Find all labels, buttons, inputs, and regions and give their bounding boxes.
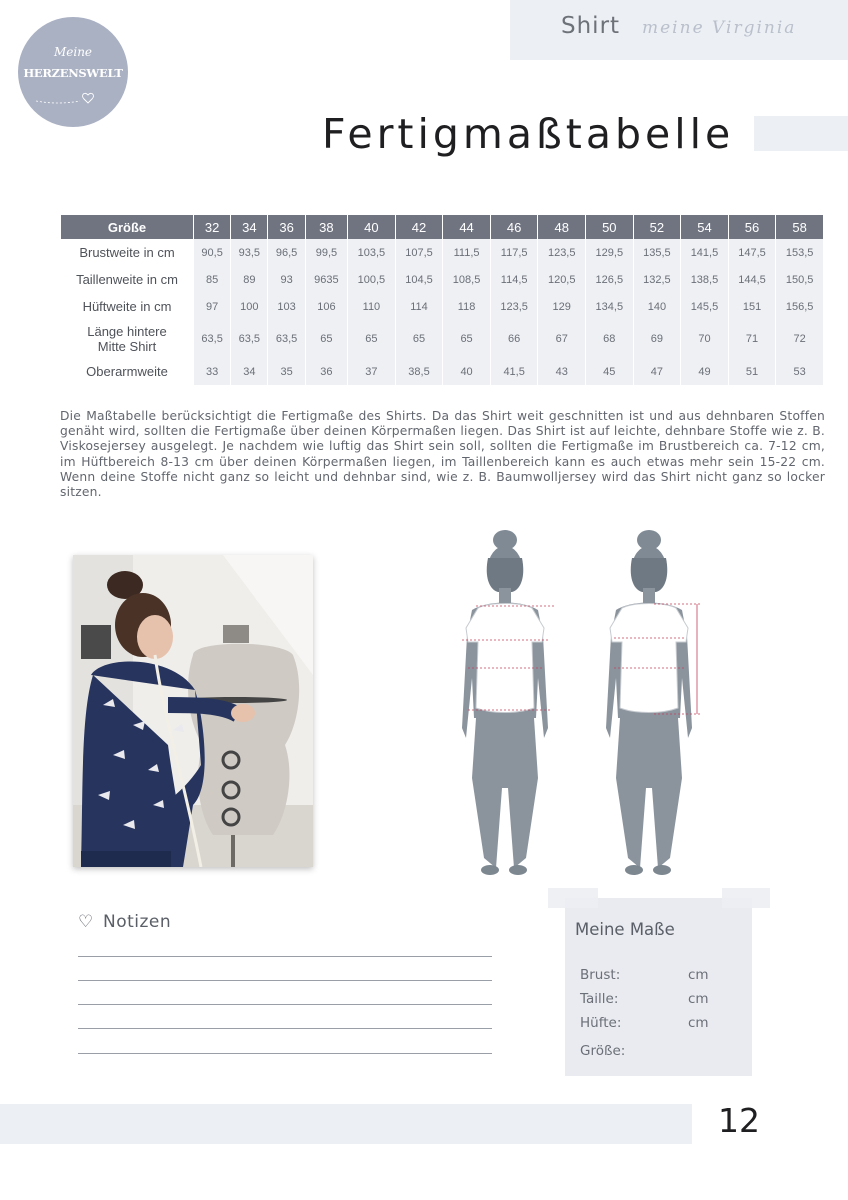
table-cell: 117,5	[491, 239, 538, 266]
table-cell: 93,5	[231, 239, 267, 266]
table-cell: 145,5	[681, 293, 728, 320]
size-header: 52	[634, 215, 681, 239]
table-cell: 51	[729, 358, 776, 385]
table-cell: 126,5	[586, 266, 633, 293]
table-cell: 156,5	[776, 293, 823, 320]
table-cell: 67	[538, 320, 585, 358]
note-line[interactable]	[78, 1004, 492, 1005]
table-cell: 129,5	[586, 239, 633, 266]
measure-label-brust: Brust:	[580, 967, 621, 983]
table-cell: 108,5	[443, 266, 490, 293]
logo-heart-icon	[18, 17, 128, 127]
title-band	[754, 116, 848, 151]
row-label: Taillenweite in cm	[61, 266, 193, 293]
measure-unit: cm	[688, 1015, 709, 1031]
table-cell: 120,5	[538, 266, 585, 293]
size-header: 54	[681, 215, 728, 239]
table-cell: 37	[348, 358, 395, 385]
table-cell: 41,5	[491, 358, 538, 385]
my-measures-title: Meine Maße	[575, 920, 675, 939]
table-cell: 134,5	[586, 293, 633, 320]
row-label: Hüftweite in cm	[61, 293, 193, 320]
size-header: 38	[306, 215, 347, 239]
table-row-brustweite	[61, 239, 823, 266]
table-cell: 147,5	[729, 239, 776, 266]
table-cell: 150,5	[776, 266, 823, 293]
tape-decoration	[722, 888, 770, 908]
row-label-line: Länge hintere	[87, 324, 167, 339]
table-cell: 49	[681, 358, 728, 385]
photo-illustration	[73, 555, 313, 867]
row-label-line: Mitte Shirt	[97, 339, 157, 354]
table-cell: 111,5	[443, 239, 490, 266]
table-cell: 43	[538, 358, 585, 385]
table-cell: 123,5	[491, 293, 538, 320]
table-cell: 65	[348, 320, 395, 358]
footer-band	[0, 1104, 692, 1144]
table-cell: 96,5	[268, 239, 304, 266]
size-header: 34	[231, 215, 267, 239]
note-line[interactable]	[78, 1053, 492, 1054]
row-label	[61, 320, 193, 358]
size-header-label: Größe	[61, 215, 193, 239]
table-cell: 63,5	[194, 320, 230, 358]
table-cell: 151	[729, 293, 776, 320]
size-header: 56	[729, 215, 776, 239]
table-cell: 70	[681, 320, 728, 358]
table-cell: 34	[231, 358, 267, 385]
table-cell: 141,5	[681, 239, 728, 266]
row-label: Brustweite in cm	[61, 239, 193, 266]
table-cell: 65	[306, 320, 347, 358]
size-header: 40	[348, 215, 395, 239]
note-line[interactable]	[78, 956, 492, 957]
table-cell: 114,5	[491, 266, 538, 293]
table-cell: 68	[586, 320, 633, 358]
table-cell: 66	[491, 320, 538, 358]
row-label: Oberarmweite	[61, 358, 193, 385]
size-header: 44	[443, 215, 490, 239]
size-header: 42	[396, 215, 443, 239]
table-cell: 144,5	[729, 266, 776, 293]
table-cell: 138,5	[681, 266, 728, 293]
page-title: Fertigmaßtabelle	[322, 110, 735, 158]
table-row-oberarmweite	[61, 358, 823, 385]
table-row-taillenweite	[61, 266, 823, 293]
tape-decoration	[548, 888, 598, 908]
table-cell: 63,5	[268, 320, 304, 358]
header-section-title: Shirt	[561, 13, 621, 39]
heart-icon: ♡	[78, 912, 94, 932]
measure-unit: cm	[688, 967, 709, 983]
photo-woman-at-dress-form	[73, 555, 313, 867]
table-cell: 103	[268, 293, 304, 320]
header-pattern-name: meine Virginia	[642, 18, 797, 38]
logo-text-herzenswelt: HERZENSWELT	[23, 66, 123, 80]
table-cell: 93	[268, 266, 304, 293]
table-cell: 97	[194, 293, 230, 320]
measure-unit: cm	[688, 991, 709, 1007]
size-header: 58	[776, 215, 823, 239]
table-cell: 106	[306, 293, 347, 320]
logo-text-meine: Meine	[53, 45, 93, 59]
brand-logo	[18, 17, 128, 127]
table-cell: 90,5	[194, 239, 230, 266]
table-cell: 33	[194, 358, 230, 385]
table-cell: 104,5	[396, 266, 443, 293]
table-cell: 47	[634, 358, 681, 385]
measure-label-groesse: Größe:	[580, 1043, 626, 1059]
table-cell: 40	[443, 358, 490, 385]
table-cell: 89	[231, 266, 267, 293]
size-header: 48	[538, 215, 585, 239]
table-cell: 69	[634, 320, 681, 358]
size-header: 50	[586, 215, 633, 239]
size-header: 36	[268, 215, 304, 239]
table-cell: 153,5	[776, 239, 823, 266]
table-cell: 100,5	[348, 266, 395, 293]
table-cell: 110	[348, 293, 395, 320]
table-cell: 38,5	[396, 358, 443, 385]
table-cell: 100	[231, 293, 267, 320]
size-header: 32	[194, 215, 230, 239]
table-cell: 129	[538, 293, 585, 320]
table-cell: 99,5	[306, 239, 347, 266]
table-cell: 71	[729, 320, 776, 358]
table-cell: 35	[268, 358, 304, 385]
figure-back-view	[594, 528, 706, 880]
page-number: 12	[718, 1101, 760, 1140]
size-table	[60, 215, 824, 385]
size-table-header-row	[61, 215, 823, 239]
table-cell: 132,5	[634, 266, 681, 293]
table-cell: 65	[443, 320, 490, 358]
table-cell: 85	[194, 266, 230, 293]
measure-label-taille: Taille:	[580, 991, 619, 1007]
note-line[interactable]	[78, 1028, 492, 1029]
table-cell: 107,5	[396, 239, 443, 266]
table-cell: 140	[634, 293, 681, 320]
table-row-hueftweite	[61, 293, 823, 320]
table-cell: 65	[396, 320, 443, 358]
table-cell: 123,5	[538, 239, 585, 266]
notes-label: Notizen	[103, 912, 172, 932]
table-cell: 103,5	[348, 239, 395, 266]
table-cell: 45	[586, 358, 633, 385]
description-text: Die Maßtabelle berücksichtigt die Fertigmaße des Shirts. Da das Shirt weit geschnitten ist und aus dehnbaren Stoffen genäht wird, sollten die Fertigmaße über deinen Körpermaßen liegen. Das Shirt ist auf leichte, dehnbare Stoffe wie z. B. Viskosejersey ausgelegt. Je nachdem wie luftig das Shirt sein soll, sollten die Fertigmaße im Brustbereich ca. 7-12 cm, im Hüftbereich 8-13 cm über deinen Körpermaßen liegen, im Taillenbereich kann es auch etwas mehr sein 15-22 cm. Wenn deine Stoffe nicht ganz so leicht und dehnbar sind, wie z. B. Baumwolljersey wird das Shirt nicht ganz so locker sitzen.	[60, 409, 825, 500]
table-cell: 63,5	[231, 320, 267, 358]
table-cell: 72	[776, 320, 823, 358]
table-cell: 36	[306, 358, 347, 385]
table-cell: 53	[776, 358, 823, 385]
table-cell: 135,5	[634, 239, 681, 266]
size-header: 46	[491, 215, 538, 239]
figure-front-view	[448, 528, 560, 880]
table-cell: 9635	[306, 266, 347, 293]
table-row-laenge	[61, 320, 823, 358]
measure-label-huefte: Hüfte:	[580, 1015, 622, 1031]
note-line[interactable]	[78, 980, 492, 981]
table-cell: 118	[443, 293, 490, 320]
table-cell: 114	[396, 293, 443, 320]
my-measures-card	[565, 898, 752, 1076]
